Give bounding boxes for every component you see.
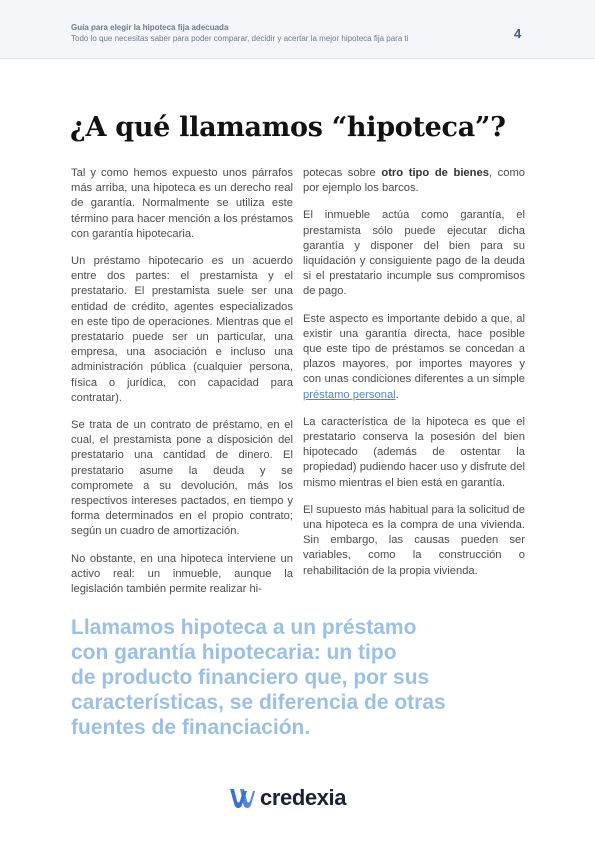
paragraph bbox=[303, 312, 525, 403]
paragraph-text: , como por ejemplo los barcos. bbox=[303, 167, 525, 195]
page-title: ¿A qué llamamos “hipoteca”? bbox=[70, 112, 506, 143]
credexia-logo bbox=[228, 784, 346, 812]
quote-line: con garantía hipotecaria: un tipo bbox=[71, 641, 397, 664]
quote-line: características, se diferencia de otras bbox=[71, 691, 446, 714]
header-title: Guía para elegir la hipoteca fija adecuada bbox=[71, 23, 229, 32]
prestamo-personal-link[interactable]: préstamo personal bbox=[303, 388, 396, 401]
paragraph-text: Este aspecto es importante debido a que, al existir una garantía directa, hace posible que este tipo de préstamos se concedan a plazos mayores, por importes mayores y con unas condiciones diferentes a un simple bbox=[303, 312, 525, 386]
left-column bbox=[71, 166, 293, 609]
paragraph: No obstante, en una hipoteca interviene un activo real: un inmueble, aunque la legislación también permite realizar hi- bbox=[71, 552, 293, 596]
paragraph: El supuesto más habitual para la solicitud de una hipoteca es la compra de una vivienda. Sin embargo, las causas pueden ser variables, como la construcción o rehabilitación de la propia vivienda. bbox=[303, 503, 525, 577]
header-subtitle: Todo lo que necesitas saber para poder comparar, decidir y acertar la mejor hipoteca fija para ti bbox=[71, 34, 409, 43]
paragraph: Tal y como hemos expuesto unos párrafos más arriba, una hipoteca es un derecho real de garantía. Normalmente se utiliza este término para hacer mención a los préstamos con garantía hipotecaria. bbox=[71, 167, 293, 240]
logo-text: credexia bbox=[260, 785, 347, 810]
quote-line: fuentes de financiación. bbox=[71, 716, 311, 739]
quote-line: de producto financiero que, por sus bbox=[71, 666, 430, 689]
right-column bbox=[303, 166, 525, 591]
page-header bbox=[0, 0, 595, 59]
paragraph bbox=[303, 166, 525, 196]
credexia-logo-icon bbox=[228, 786, 256, 810]
paragraph: Se trata de un contrato de préstamo, en el cual, el prestamista pone a disposición del prestatario una cantidad de dinero. El prestatario asume la deuda y se compromete a su devolución, más los respectivos intereses pactados, en tiempo y forma determinados en el propio contrato; según un cuadro de amortización. bbox=[71, 419, 293, 538]
paragraph: El inmueble actúa como garantía, el prestamista sólo puede ejecutar dicha garantía y disponer del bien para su liquidación y consiguiente pago de la deuda si el prestatario incumple sus compromisos de pago. bbox=[303, 209, 525, 298]
paragraph: Un préstamo hipotecario es un acuerdo entre dos partes: el prestamista y el prestatario. El prestamista suele ser una entidad de crédito, agentes especializados en este tipo de operaciones. Mientras que el prestatario puede ser un particular, una empresa, una asociación e incluso una administración pública (cualquier persona, física o jurídica, con capacidad para contratar). bbox=[71, 255, 293, 404]
pull-quote bbox=[71, 615, 531, 740]
paragraph-text: . bbox=[395, 388, 399, 401]
quote-line: Llamamos hipoteca a un préstamo bbox=[71, 616, 417, 639]
paragraph: La característica de la hipoteca es que el prestatario conserva la posesión del bien hipotecado (además de ostentar la propiedad) pudiendo hacer uso y disfrute del mismo mientras el bien está en garantía. bbox=[303, 415, 525, 489]
bold-text: otro tipo de bienes bbox=[381, 167, 489, 179]
page-number: 4 bbox=[514, 26, 522, 41]
paragraph-text: potecas sobre bbox=[303, 167, 382, 179]
